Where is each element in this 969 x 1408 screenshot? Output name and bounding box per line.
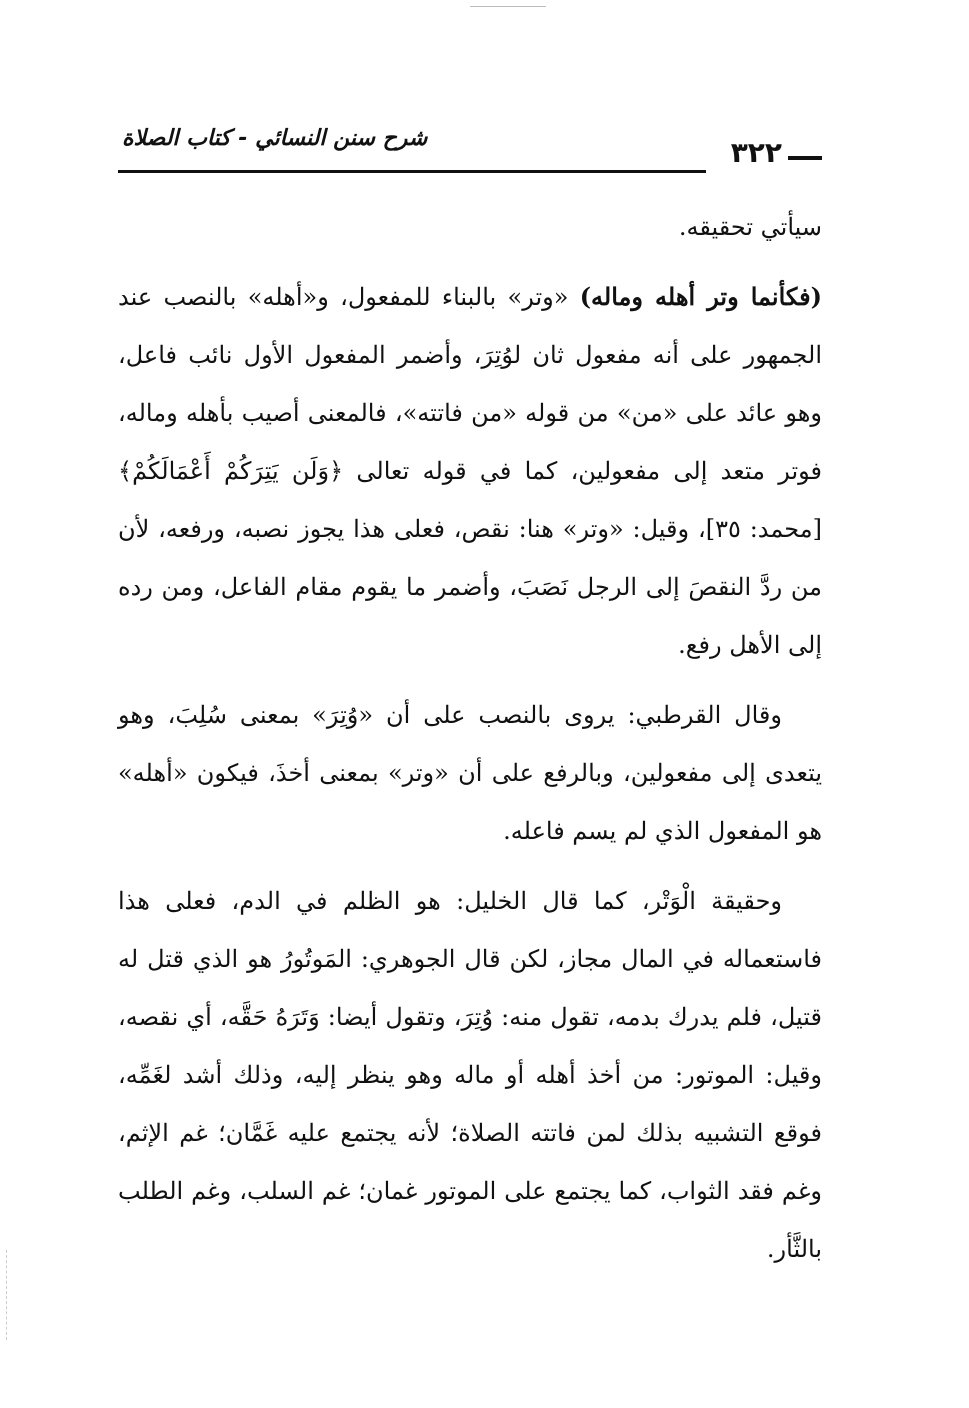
running-title: شرح سنن النسائي - كتاب الصلاة [122, 126, 428, 151]
paragraph-1-text: سيأتي تحقيقه. [678, 213, 822, 241]
paragraph-2-text: «وتر» بالبناء للمفعول، و«أهله» بالنصب عند الجمهور على أنه مفعول ثان لوُتِرَ، وأضمر المفعول الأول نائب فاعل، وهو عائد على «من» من قوله «من فاتته»، فالمعنى أصيب بأهله وماله، فوتر متعد إلى مفعولين، كما في قوله تعالى ﴿وَلَن يَتِرَكُمْ أَعْمَالَكُمْ﴾ [محمد: ٣٥]، وقيل: «وتر» هنا: نقص، فعلى هذا يجوز نصبه، ورفعه، لأن من ردَّ النقصَ إلى الرجل نَصَبَ، وأضمر ما يقوم مقام الفاعل، ومن رده إلى الأهل رفع. [118, 283, 822, 659]
body-text [118, 198, 822, 1278]
paragraph-3 [118, 686, 822, 860]
paragraph-1 [118, 198, 822, 256]
paragraph-3-text: وقال القرطبي: يروى بالنصب على أن «وُتِرَ» بمعنى سُلِبَ، وهو يتعدى إلى مفعولين، وبالرفع على أن «وتر» بمعنى أخذَ، فيكون «أهله» هو المفعول الذي لم يسم فاعله. [118, 701, 822, 845]
header-rule [118, 170, 706, 173]
top-crop-mark [470, 6, 546, 7]
paragraph-2 [118, 268, 822, 674]
page-number-dash [788, 156, 822, 160]
paragraph-4-text: وحقيقة الْوَتْر، كما قال الخليل: هو الظلم في الدم، فعلى هذا فاستعماله في المال مجاز، لكن قال الجوهري: المَوتُورُ هو الذي قتل له قتيل، فلم يدرك بدمه، تقول منه: وُتِرَ، وتقول أيضا: وَتَرَهُ حَقَّه، أي نقصه، وقيل: الموتور: من أخذ أهله أو ماله وهو ينظر إليه، وذلك أشد لغَمِّه، فوقع التشبيه بذلك لمن فاتته الصلاة؛ لأنه يجتمع عليه غَمَّان؛ غم الإثم، وغم فقد الثواب، كما يجتمع على الموتور غمان؛ غم السلب، وغم الطلب بالثَّأر. [118, 887, 823, 1263]
page-header [118, 118, 822, 176]
hadith-phrase: (فكأنما وتر أهله وماله) [579, 282, 822, 311]
margin-scan-mark [6, 1250, 7, 1340]
paragraph-4 [118, 872, 822, 1278]
page-number: ٣٢٢ [730, 136, 782, 169]
